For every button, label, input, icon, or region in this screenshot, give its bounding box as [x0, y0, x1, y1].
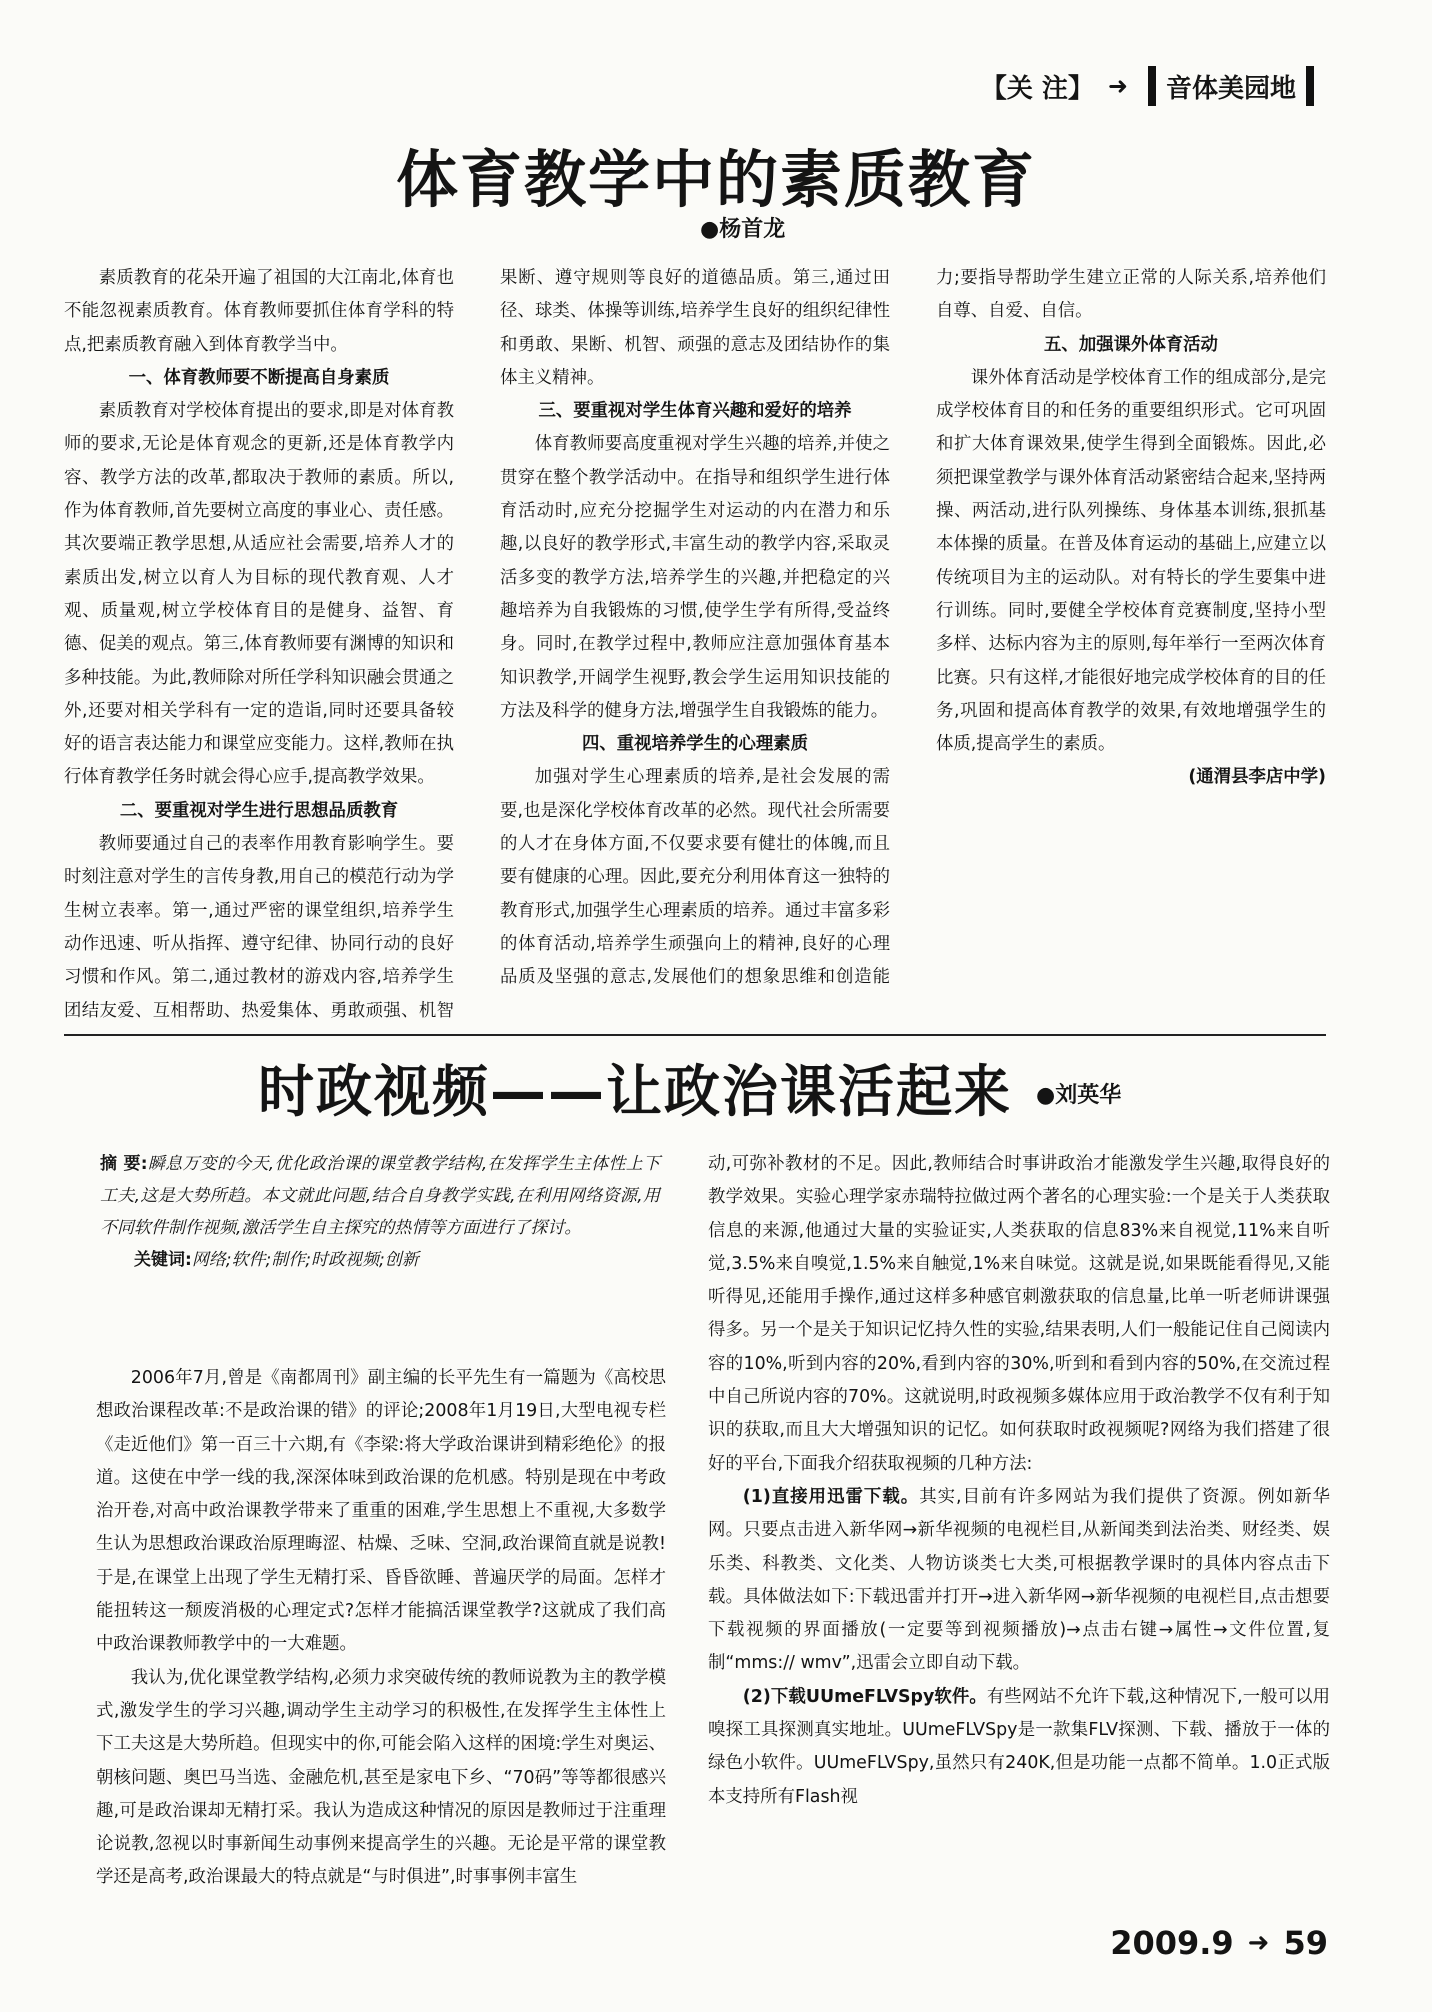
article1-heading-5: 五、加强课外体育活动	[1044, 334, 1218, 355]
focus-tag: 【关 注】	[980, 73, 1094, 104]
keywords-label: 关键词:	[134, 1250, 192, 1270]
method-1-label: (1)直接用迅雷下载。	[742, 1486, 920, 1507]
article1-heading-1: 一、体育教师要不断提高自身素质	[128, 367, 390, 388]
method-1-text: 其实,目前有许多网站为我们提供了资源。例如新华网。只要点击进入新华网→新华视频的电视栏目,从新闻类到法治类、财经类、娱乐类、科教类、文化类、人物访谈类七大类,可根据教学课时的具体内容点击下载。具体做法如下:下载迅雷并打开→进入新华网→新华视频的电视栏目,点击想要下载视频的界面播放(一定要等到视频播放)→点击右键→属性→文件位置,复制“mms:// wmv”,迅雷会立即自动下载。	[708, 1486, 1331, 1674]
keywords-text: 网络;软件;制作;时政视频;创新	[191, 1250, 419, 1270]
article1-paragraph-4: 加强对学生心理素质的培养,是社会发展的需要,也是深化学校体育改革的必然。现代社会所需要的人才在身体方面,不仅要求要有健壮的体魄,而且要有健康的心理。因此,要充分利用体育这一独特的教育形式,加强学生心理素质的培养。通过丰富多彩的体育活动,培养学生顽强向上的精神,良好的心理品质及坚强的意志,发展他们的想象思维和创造能力;要指导帮助学生建立正常的人际关系,培养他们自尊、自爱、自信。	[500, 268, 1326, 988]
method-1-paragraph	[708, 1481, 1330, 1681]
article2-paragraph-2: 我认为,优化课堂教学结构,必须力求突破传统的教师说教为主的教学模式,激发学生的学习兴趣,调动学生主动学习的积极性,在发挥学生主体性上下工夫这是大势所趋。但现实中的你,可能会陷入这样的困境:学生对奥运、朝核问题、奥巴马当选、金融危机,甚至是家电下乡、“70码”等等都很感兴趣,可是政治课却无精打采。我认为造成这种情况的原因是教师过于注重理论说教,忽视以时事新闻生动事例来提高学生的兴趣。无论是平常的课堂教学还是高考,政治课最大的特点就是“与时俱进”,时事事例丰富生	[96, 1667, 666, 1888]
article2-paragraph-3: 动,可弥补教材的不足。因此,教师结合时事讲政治才能激发学生兴趣,取得良好的教学效果。实验心理学家赤瑞特拉做过两个著名的心理实验:一个是关于人类获取信息的来源,他通过大量的实验证实,人类获取的信息83%来自视觉,11%来自听觉,3.5%来自嗅觉,1.5%来自触觉,1%来自味觉。这就是说,如果既能看得见,又能听得见,还能用手操作,通过这样多种感官刺激获取的信息量,比单一听老师讲课强得多。另一个是关于知识记忆持久性的实验,结果表明,人们一般能记住自己阅读内容的10%,听到内容的20%,看到内容的30%,听到和看到内容的50%,在交流过程中自己所说内容的70%。这就说明,时政视频多媒体应用于政治教学不仅有利于知识的获取,而且大大增强知识的记忆。如何获取时政视频呢?网络为我们搭建了很好的平台,下面我介绍获取视频的几种方法:	[708, 1154, 1330, 1474]
method-2-text: 有些网站不允许下载,这种情况下,一般可以用嗅探工具探测真实地址。UUmeFLVSpy是一款集FLV探测、下载、播放于一体的绿色小软件。UUmeFLVSpy,虽然只有240K,但是功能一点都不简单。1.0正式版本支持所有Flash视	[708, 1686, 1330, 1807]
section-divider	[64, 1034, 1326, 1036]
method-2-label: (2)下载UUmeFLVSpy软件。	[742, 1686, 987, 1707]
article1-source: (通渭县李店中学)	[1188, 767, 1326, 788]
article1-paragraph-5: 课外体育活动是学校体育工作的组成部分,是完成学校体育目的和任务的重要组织形式。它可巩固和扩大体育课效果,使学生得到全面锻炼。因此,必须把课堂教学与课外体育活动紧密结合起来,坚持两操、两活动,进行队列操练、身体基本训练,狠抓基本体操的质量。在普及体育运动的基础上,应建立以传统项目为主的运动队。对有特长的学生要集中进行训练。同时,要健全学校体育竞赛制度,坚持小型多样、达标内容为主的原则,每年举行一至两次体育比赛。只有这样,才能很好地完成学校体育的目的任务,巩固和提高体育教学的效果,有效地增强学生的体质,提高学生的素质。	[936, 367, 1326, 755]
article1-intro: 素质教育的花朵开遍了祖国的大江南北,体育也不能忽视素质教育。体育教师要抓住体育学科的特点,把素质教育融入到体育教学当中。	[64, 268, 454, 355]
arrow-right-icon: ➜	[1107, 72, 1128, 100]
article1-paragraph-3: 体育教师要高度重视对学生兴趣的培养,并使之贯穿在整个教学活动中。在指导和组织学生进行体育活动时,应充分挖掘学生对运动的内在潜力和乐趣,以良好的教学形式,丰富生动的教学内容,采取灵活多变的教学方法,培养学生的兴趣,并把稳定的兴趣培养为自我锻炼的习惯,使学生学有所得,受益终身。同时,在教学过程中,教师应注意加强体育基本知识教学,开阔学生视野,教会学生运用知识技能的方法及科学的健身方法,增强学生自我锻炼的能力。	[500, 434, 890, 721]
article2-abstract	[100, 1148, 660, 1276]
article1-heading-4: 四、重视培养学生的心理素质	[581, 734, 809, 755]
column-name: 音体美园地	[1165, 73, 1296, 104]
article2-paragraph-1: 2006年7月,曾是《南都周刊》副主编的长平先生有一篇题为《高校思想政治课程改革:不是政治课的错》的评论;2008年1月19日,大型电视专栏《走近他们》第一百三十六期,有《李梁:将大学政治课讲到精彩绝伦》的报道。这使在中学一线的我,深深体味到政治课的危机感。特别是现在中考政治开卷,对高中政治课教学带来了重重的困难,学生思想上不重视,大多数学生认为思想政治课政治原理晦涩、枯燥、乏味、空洞,政治课简直就是说教!于是,在课堂上出现了学生无精打采、昏昏欲睡、普遍厌学的局面。怎样才能扭转这一颓废消极的心理定式?怎样才能搞活课堂教学?这就成了我们高中政治课教师教学中的一大难题。	[96, 1368, 666, 1655]
issue-number: 2009.9	[1110, 1924, 1234, 1962]
article2-title: 时政视频——让政治课活起来	[258, 1060, 1012, 1125]
header-divider-end	[1306, 66, 1314, 106]
article1-heading-2: 二、要重视对学生进行思想品质教育	[119, 800, 399, 821]
article1-body	[64, 262, 1326, 1032]
article1-paragraph-1: 素质教育对学校体育提出的要求,即是对体育教师的要求,无论是体育观念的更新,还是体育教学内容、教学方法的改革,都取决于教师的素质。所以,作为体育教师,首先要树立高度的事业心、责任感。其次要端正教学思想,从适应社会需要,培养人才的素质出发,树立以育人为目标的现代教育观、人才观、质量观,树立学校体育目的是健身、益智、育德、促美的观点。第三,体育教师要有渊博的知识和多种技能。为此,教师除对所任学科知识融会贯通之外,还要对相关学科有一定的造诣,同时还要具备较好的语言表达能力和课堂应变能力。这样,教师在执行体育教学任务时就会得心应手,提高教学效果。	[64, 401, 454, 788]
article2-left-column	[96, 1362, 666, 1895]
abstract-paragraph	[100, 1148, 660, 1244]
article1-heading-3: 三、要重视对学生体育兴趣和爱好的培养	[538, 401, 852, 422]
article2-author: ●刘英华	[1036, 1083, 1122, 1108]
abstract-text: 瞬息万变的今天,优化政治课的课堂教学结构,在发挥学生主体性上下工夫,这是大势所趋。本文就此问题,结合自身教学实践,在利用网络资源,用不同软件制作视频,激活学生自主探究的热情等方面进行了探讨。	[100, 1154, 661, 1238]
article1-title: 体育教学中的素质教育	[395, 143, 1036, 216]
column-header	[981, 62, 1324, 110]
method-2-paragraph	[708, 1681, 1330, 1814]
page-footer	[1110, 1924, 1328, 1962]
page-number: 59	[1283, 1924, 1328, 1962]
article2-right-column	[708, 1148, 1330, 1814]
article1-paragraph-2: 教师要通过自己的表率作用教育影响学生。要时刻注意对学生的言传身教,用自己的模范行动为学生树立表率。第一,通过严密的课堂组织,培养学生动作迅速、听从指挥、遵守纪律、协同行动的良好习惯和作风。第二,通过教材的游戏内容,培养学生团结友爱、互相帮助、热爱集体、勇敢顽强、机智果断、遵守规则等良好的道德品质。第三,通过田径、球类、体操等训练,培养学生良好的组织纪律性和勇敢、果断、机智、顽强的意志及团结协作的集体主义精神。	[64, 268, 890, 1021]
keywords-paragraph	[100, 1244, 660, 1276]
header-divider	[1148, 66, 1156, 106]
abstract-label: 摘 要:	[100, 1154, 148, 1174]
article1-author: ●杨首龙	[700, 217, 786, 242]
footer-arrow-icon: ➜	[1247, 1928, 1270, 1958]
